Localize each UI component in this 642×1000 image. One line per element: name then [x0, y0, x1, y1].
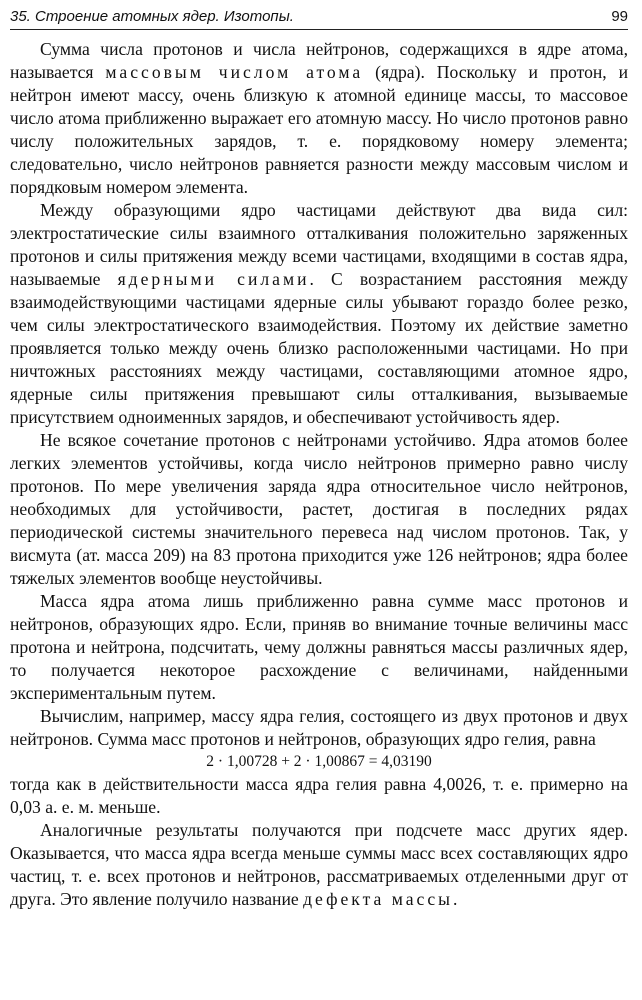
- paragraph-stability: Не всякое сочетание протонов с нейтронами устойчиво. Ядра атомов более легких элементов устойчивы, когда число нейтронов примерно равно числу протонов. По мере увеличения заряда ядра относительное число нейтронов, необходимых для устойчивости, растет, достигая в последних рядах периодической системы значительного перевеса над числом протонов. Так, у висмута (ат. масса 209) на 83 протона приходится уже 126 нейтронов; ядра более тяжелых элементов вообще неустойчивы.: [10, 430, 628, 588]
- text-run: . С возрастанием расстояния между взаимодействующими частицами ядерные силы убывают гораздо более резко, чем силы электростатического взаимодействия. Поэтому их действие заметно проявляется только между очень близко расположенными частицами. Но при ничтожных расстояниях между частицами, составляющими атомное ядро, ядерные силы притяжения превышают силы отталкивания, вызываемые присутствием одноименных зарядов, и обеспечивают устойчивость ядер.: [10, 269, 628, 427]
- formula-helium-mass: 2 · 1,00728 + 2 · 1,00867 = 4,03190: [206, 753, 432, 770]
- paragraph-helium-example: Вычислим, например, массу ядра гелия, состоящего из двух протонов и двух нейтронов. Сумма масс протонов и нейтронов, образующих ядро гелия, равна: [10, 706, 628, 749]
- paragraph-nuclear-forces: [10, 199, 628, 429]
- term-mass-number: массовым числом атома: [105, 62, 364, 82]
- text-run: (ядра). Поскольку и протон, и нейтрон имеют массу, очень близкую к атомной единице массы, то массовое число атома приближенно выражает его атомную массу. Но число протонов равно числу положительных зарядов, т. е. порядковому номеру элемента; следовательно, число нейтронов равняется разности между массовым числом и порядковым номером элемента.: [10, 62, 628, 197]
- section-title: 35. Строение атомных ядер. Изотопы.: [10, 8, 294, 25]
- text-run: Аналогичные результаты получаются при подсчете масс других ядер. Оказывается, что масса ядра всегда меньше суммы масс всех составляющих ядро частиц, т. е. всех протонов и нейтронов, рассматриваемых отделенными друг от друга. Это явление получило название: [10, 820, 628, 909]
- running-header: [10, 8, 628, 30]
- paragraph-nuclear-mass: Масса ядра атома лишь приближенно равна сумме масс протонов и нейтронов, образующих ядро. Если, приняв во внимание точные величины масс протона и нейтрона, подсчитать, чему должны равняться массы различных ядер, то получается некоторое расхождение с величинами, найденными экспериментальным путем.: [10, 591, 628, 703]
- paragraph-mass-number: [10, 38, 628, 199]
- term-nuclear-forces: ядерными силами: [117, 269, 310, 289]
- body-text: [10, 38, 628, 911]
- text-run: Сумма числа протонов и числа нейтронов, содержащихся в ядре атома, называется: [10, 39, 628, 82]
- paragraph-mass-defect: [10, 819, 628, 911]
- text-run: .: [452, 889, 458, 909]
- page-number: 99: [611, 8, 628, 25]
- text-run: Между образующими ядро частицами действуют два вида сил: электростатические силы взаимного отталкивания положительно заряженных протонов и силы притяжения между всеми частицами, входящими в состав ядра, называемые: [10, 200, 628, 289]
- term-mass-defect: дефекта массы: [303, 889, 453, 909]
- paragraph-helium-result: тогда как в действительности масса ядра гелия равна 4,0026, т. е. примерно на 0,03 а. е. м. меньше.: [10, 774, 628, 817]
